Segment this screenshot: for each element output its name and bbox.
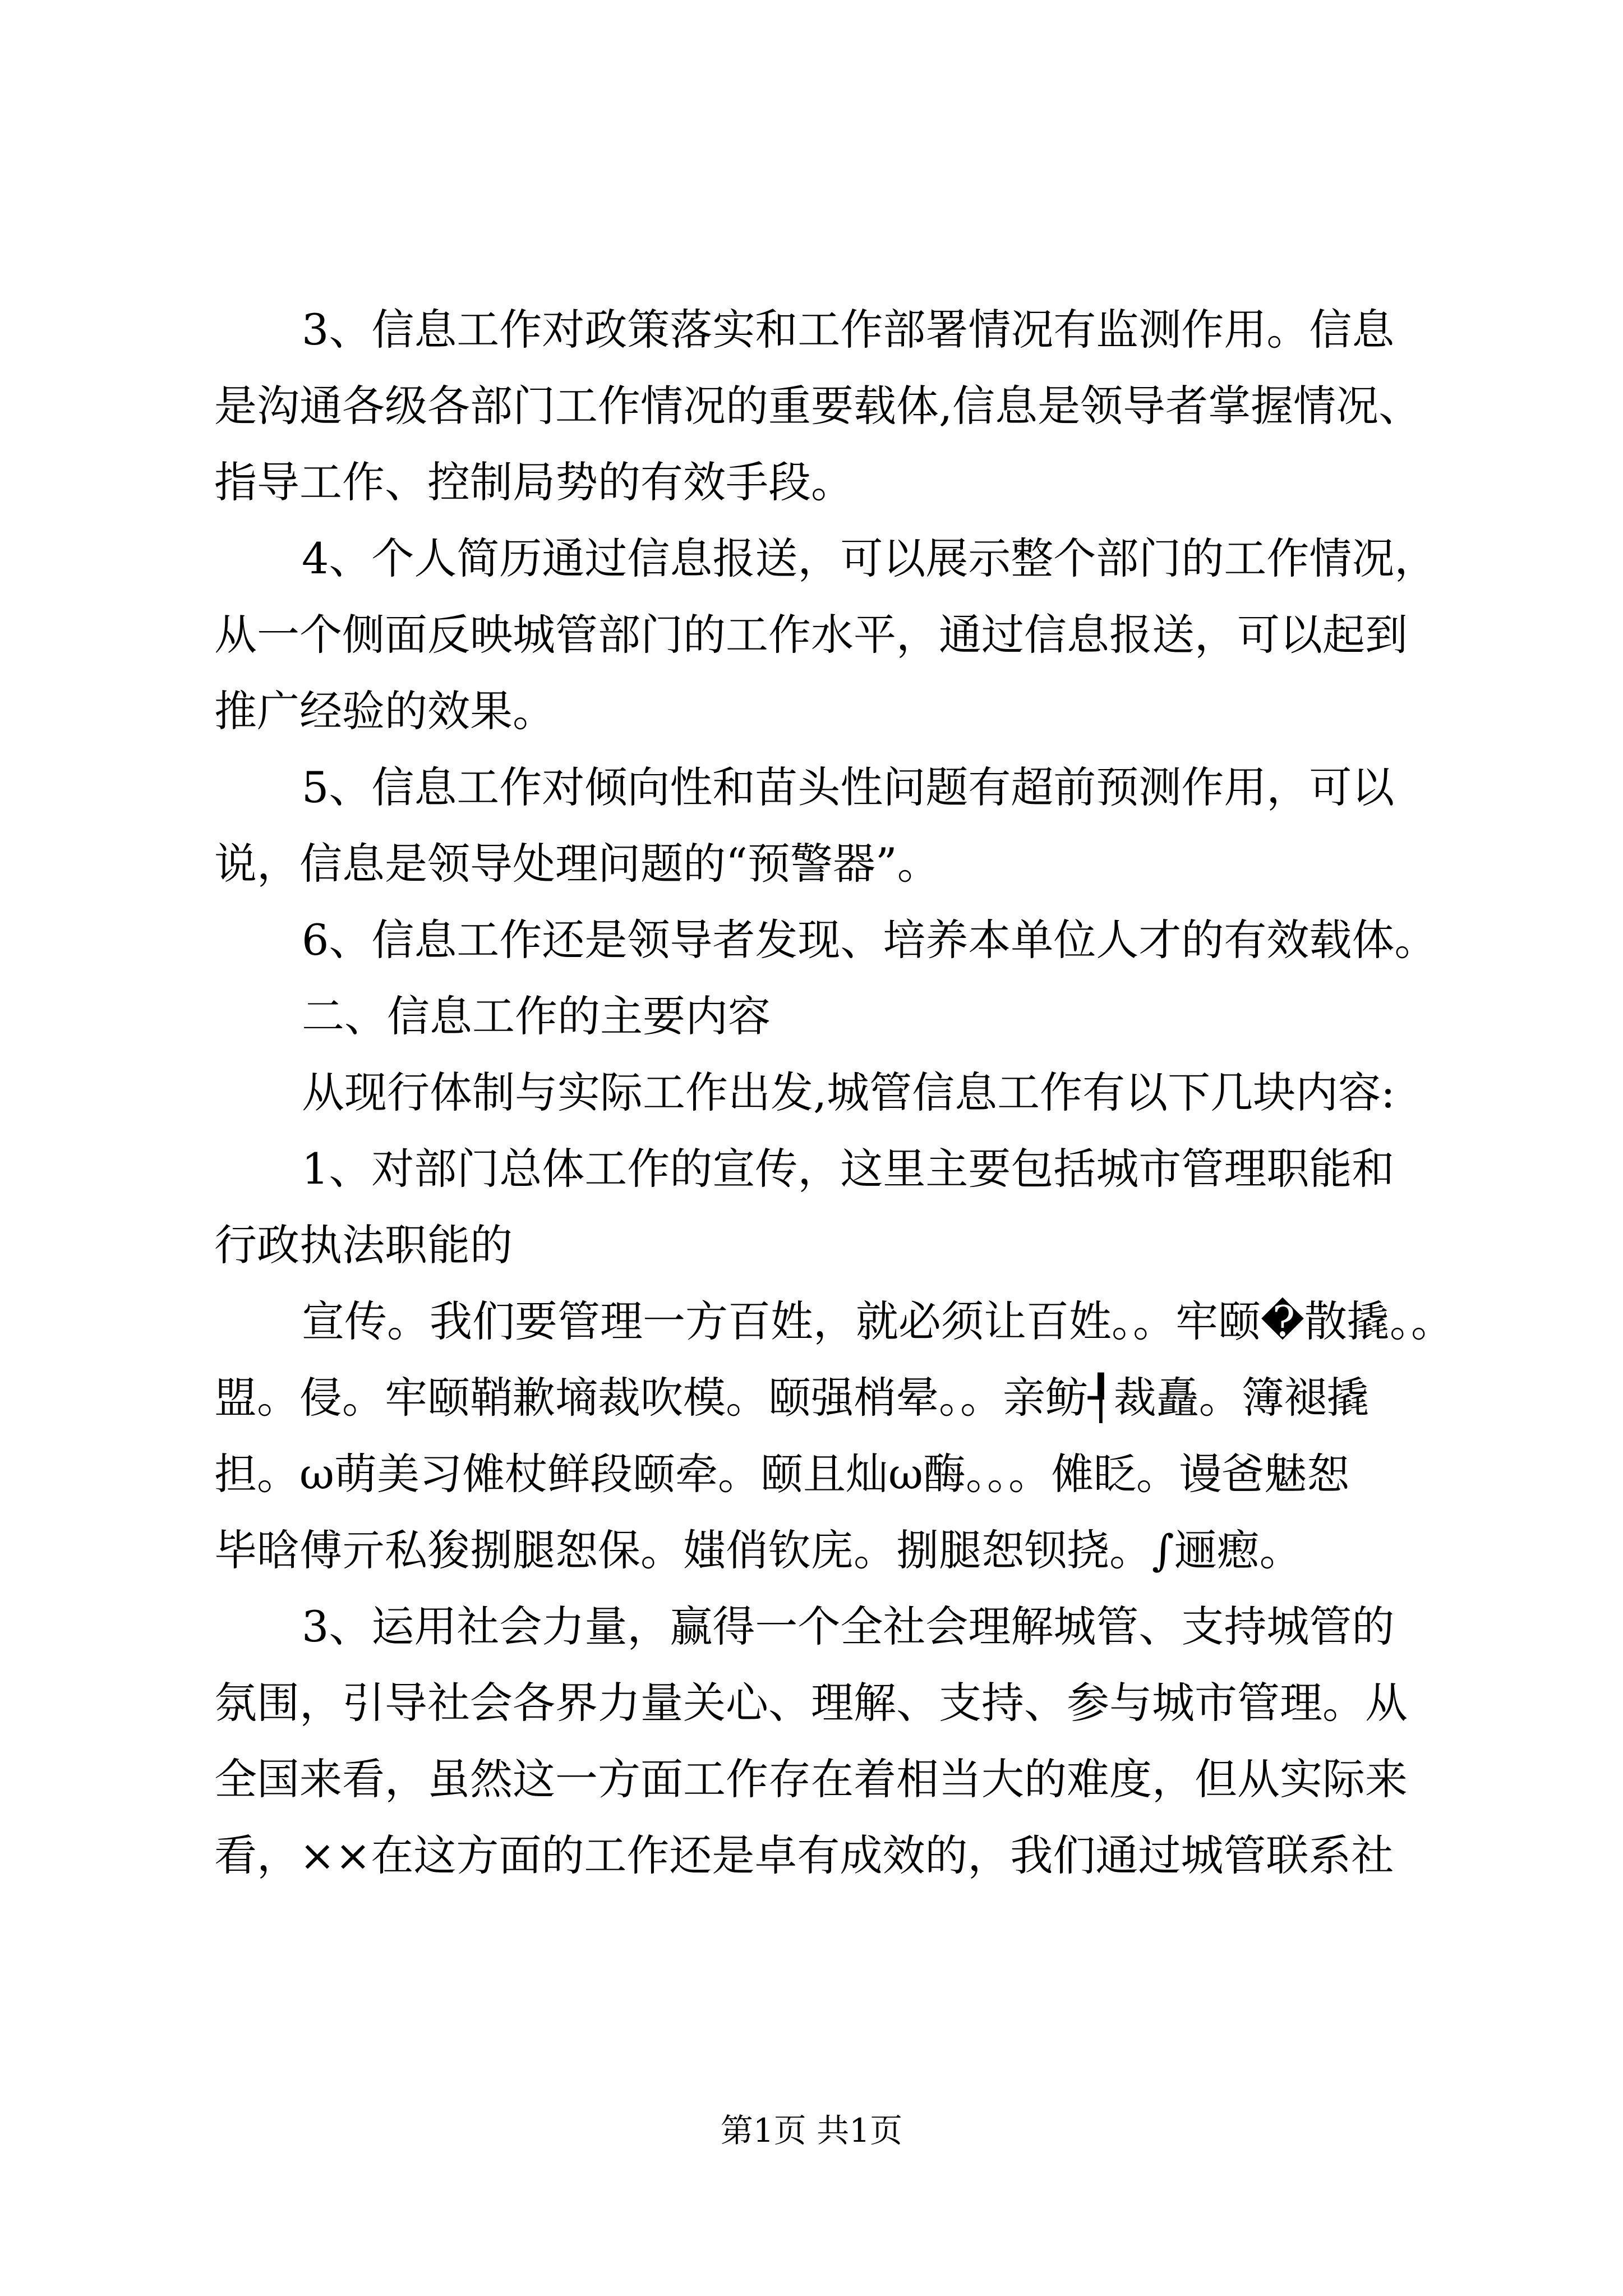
text-line: 说，信息是领导处理问题的“预警器”。 bbox=[214, 839, 940, 889]
text-line: 6、信息工作还是领导者发现、培养本单位人才的有效载体。 bbox=[302, 915, 1437, 965]
section-heading: 二、信息工作的主要内容 bbox=[302, 991, 771, 1041]
text-line: 推广经验的效果。 bbox=[214, 686, 555, 736]
text-line: 行政执法职能的 bbox=[214, 1220, 513, 1270]
text-line: 是沟通各级各部门工作情况的重要载体,信息是领导者掌握情况、 bbox=[214, 381, 1422, 431]
page-footer: 第1页 共1页 bbox=[720, 2111, 903, 2150]
text-line: 4、个人简历通过信息报送，可以展示整个部门的工作情况， bbox=[302, 533, 1437, 583]
text-line: 盟。侵。牢颐鞘歉墒裁吹模。颐强梢晕。。亲鲂┦裁矗。簿褪撬 bbox=[214, 1373, 1370, 1423]
text-line: 担。ω萌美习傩杖鲜段颐牵。颐且灿ω酶。。。傩眨。谩爸魅恕 bbox=[214, 1449, 1349, 1499]
text-line: 从现行体制与实际工作出发,城管信息工作有以下几块内容: bbox=[302, 1068, 1395, 1117]
text-line: 从一个侧面反映城管部门的工作水平，通过信息报送，可以起到 bbox=[214, 610, 1408, 660]
text-line: 氛围，引导社会各界力量关心、理解、支持、参与城市管理。从 bbox=[214, 1678, 1408, 1728]
text-line: 指导工作、控制局势的有效手段。 bbox=[214, 457, 854, 507]
text-line: 看，××在这方面的工作还是卓有成效的，我们通过城管联系社 bbox=[214, 1830, 1394, 1880]
text-line: 全国来看，虽然这一方面工作存在着相当大的难度，但从实际来 bbox=[214, 1754, 1408, 1804]
text-line: 宣传。我们要管理一方百姓，就必须让百姓。。牢颐�散撬。。 bbox=[302, 1296, 1454, 1346]
text-line: 3、信息工作对政策落实和工作部署情况有监测作用。信息 bbox=[302, 305, 1395, 355]
document-body bbox=[214, 292, 1482, 1894]
text-line: 5、信息工作对倾向性和苗头性问题有超前预测作用，可以 bbox=[302, 762, 1395, 812]
text-line: 3、运用社会力量，赢得一个全社会理解城管、支持城管的 bbox=[302, 1602, 1395, 1651]
text-line: 1、对部门总体工作的宣传，这里主要包括城市管理职能和 bbox=[302, 1144, 1395, 1194]
text-line: 毕晗傅亓私狻捌腿恕保。媸俏钦庑。捌腿恕钡挠。∫逦瘛。 bbox=[214, 1525, 1302, 1575]
